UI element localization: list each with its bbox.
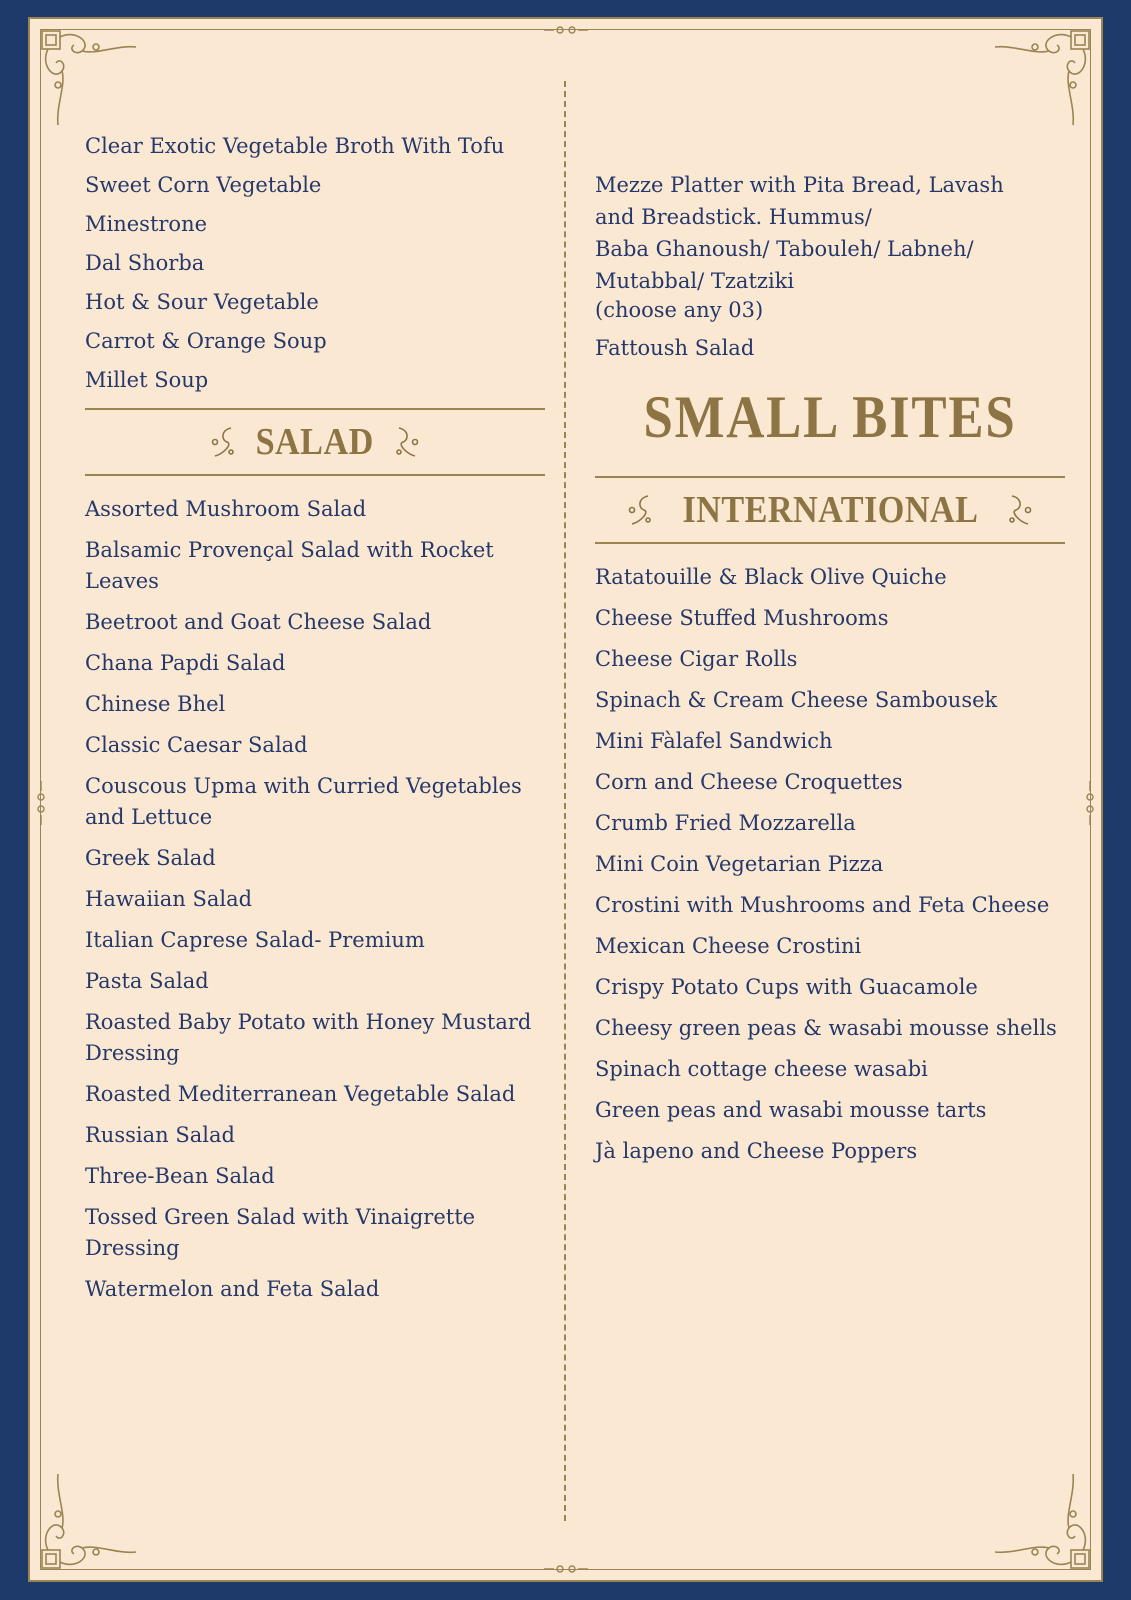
list-item: Fattoush Salad xyxy=(595,336,755,360)
list-item: Minestrone xyxy=(85,212,208,236)
list-item: Dal Shorba xyxy=(85,251,205,275)
menu-page xyxy=(28,17,1103,1582)
list-item: Spinach cottage cheese wasabi xyxy=(595,1057,928,1081)
swirl-ornament-icon xyxy=(1006,492,1034,528)
list-item: Three-Bean Salad xyxy=(85,1164,275,1188)
mezze-line: Mezze Platter with Pita Bread, Lavash xyxy=(595,173,1004,197)
list-item: Couscous Upma with Curried Vegetables and Lettuce xyxy=(85,774,522,829)
corner-ornament-icon xyxy=(985,25,1095,135)
list-item: Roasted Mediterranean Vegetable Salad xyxy=(85,1082,516,1106)
list-item: Tossed Green Salad with Vinaigrette Dressing xyxy=(85,1205,476,1260)
list-item: Hawaiian Salad xyxy=(85,887,253,911)
list-item: Mexican Cheese Crostini xyxy=(595,934,862,958)
international-list xyxy=(595,562,1065,1167)
list-item: Cheese Cigar Rolls xyxy=(595,647,798,671)
list-item: Mini Coin Vegetarian Pizza xyxy=(595,852,884,876)
list-item: Cheesy green peas & wasabi mousse shells xyxy=(595,1016,1057,1040)
mezze-line: Baba Ghanoush/ Tabouleh/ Labneh/ xyxy=(595,237,974,261)
list-item: Balsamic Provençal Salad with Rocket Leaves xyxy=(85,538,494,593)
corner-ornament-icon xyxy=(36,1464,146,1574)
international-section-header xyxy=(595,476,1065,544)
list-item: Carrot & Orange Soup xyxy=(85,329,327,353)
list-item: Watermelon and Feta Salad xyxy=(85,1277,380,1301)
corner-ornament-icon xyxy=(985,1464,1095,1574)
list-item: Roasted Baby Potato with Honey Mustard Dressing xyxy=(85,1010,532,1065)
list-item: Sweet Corn Vegetable xyxy=(85,173,322,197)
list-item: Crispy Potato Cups with Guacamole xyxy=(595,975,978,999)
column-divider xyxy=(564,81,566,1521)
section-title: SALAD xyxy=(255,421,375,463)
list-item: Corn and Cheese Croquettes xyxy=(595,770,903,794)
list-item: Millet Soup xyxy=(85,368,209,392)
list-item: Spinach & Cream Cheese Sambousek xyxy=(595,688,998,712)
section-title: INTERNATIONAL xyxy=(682,489,978,531)
mezze-line: and Breadstick. Hummus/ xyxy=(595,205,872,229)
list-item: Beetroot and Goat Cheese Salad xyxy=(85,610,432,634)
list-item: Jà lapeno and Cheese Poppers xyxy=(595,1139,918,1163)
list-item: Clear Exotic Vegetable Broth With Tofu xyxy=(85,134,505,158)
swirl-ornament-icon xyxy=(626,492,654,528)
right-column xyxy=(595,169,1065,1177)
edge-ornament-icon xyxy=(1083,779,1097,827)
swirl-ornament-icon xyxy=(393,424,421,460)
list-item: Assorted Mushroom Salad xyxy=(85,497,367,521)
list-item: Green peas and wasabi mousse tarts xyxy=(595,1098,987,1122)
small-bites-title: SMALL BITES xyxy=(643,384,1017,450)
mezze-platter-item xyxy=(595,169,1065,323)
list-item: Ratatouille & Black Olive Quiche xyxy=(595,565,947,589)
list-item: Crumb Fried Mozzarella xyxy=(595,811,856,835)
mezze-line: Mutabbal/ Tzatziki xyxy=(595,269,795,293)
edge-ornament-icon xyxy=(542,23,590,37)
list-item: Chana Papdi Salad xyxy=(85,651,286,675)
edge-ornament-icon xyxy=(542,1562,590,1576)
list-item: Chinese Bhel xyxy=(85,692,226,716)
salad-section-header xyxy=(85,408,545,476)
mezze-note: (choose any 03) xyxy=(595,298,764,322)
soup-list xyxy=(85,131,545,396)
list-item: Classic Caesar Salad xyxy=(85,733,308,757)
list-item: Greek Salad xyxy=(85,846,216,870)
edge-ornament-icon xyxy=(34,779,48,827)
list-item: Cheese Stuffed Mushrooms xyxy=(595,606,889,630)
corner-ornament-icon xyxy=(36,25,146,135)
list-item: Crostini with Mushrooms and Feta Cheese xyxy=(595,893,1050,917)
list-item: Hot & Sour Vegetable xyxy=(85,290,319,314)
swirl-ornament-icon xyxy=(209,424,237,460)
list-item: Pasta Salad xyxy=(85,969,209,993)
salad-list xyxy=(85,494,545,1305)
list-item: Russian Salad xyxy=(85,1123,235,1147)
list-item: Mini Fàlafel Sandwich xyxy=(595,729,833,753)
left-column xyxy=(85,131,545,1315)
list-item: Italian Caprese Salad- Premium xyxy=(85,928,425,952)
